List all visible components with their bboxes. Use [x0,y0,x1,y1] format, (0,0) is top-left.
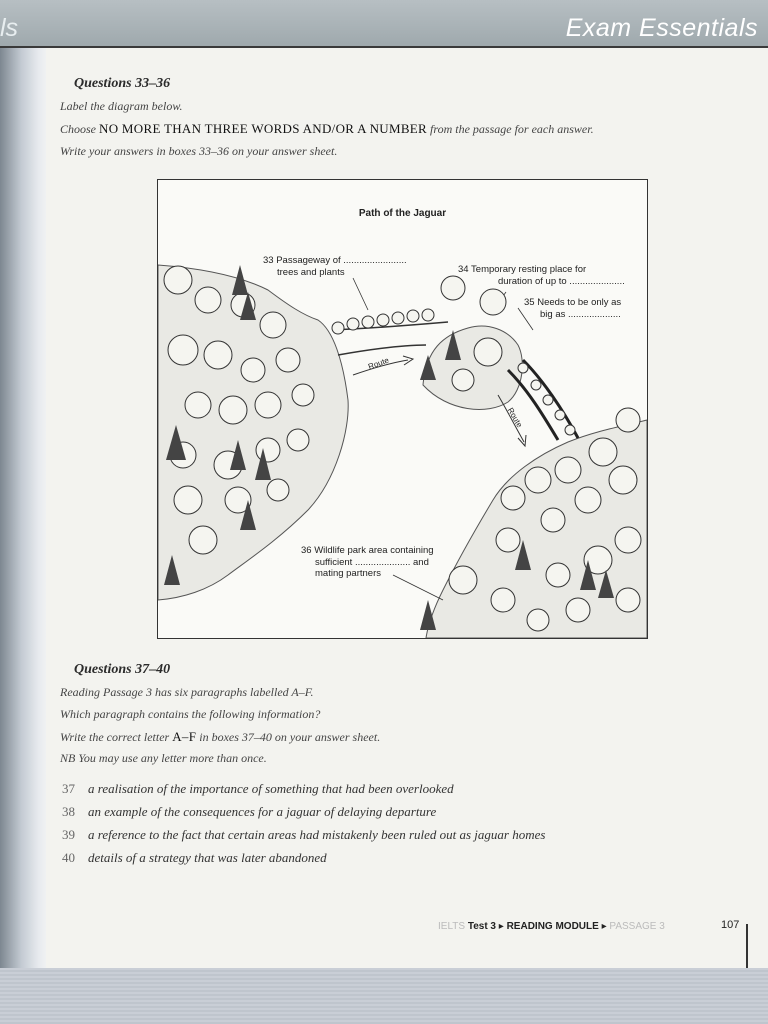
question-text: a reference to the fact that certain areas had mistakenly been ruled out as jaguar homes [88,827,546,842]
label-34-line-2: duration of up to ..................... [498,275,625,287]
question-item [62,781,454,797]
instruction-write-suffix: in boxes 37–40 on your answer sheet. [199,730,381,744]
questions-33-36-heading: Questions 33–36 [74,76,171,91]
label-35-line-2: big as .................... [540,308,621,320]
route-label-left: Route [367,355,391,372]
book-spine-shadow [0,0,48,1024]
instruction-choose: Choose [60,122,96,136]
label-34-line-1: 34 Temporary resting place for [458,264,587,275]
instruction-write-prefix: Write the correct letter [60,730,170,744]
label-35 [524,297,621,320]
questions-37-40-heading: Questions 37–40 [74,662,171,677]
label-33 [263,255,407,278]
footer-ielts: IELTS [438,921,466,932]
instruction-word-limit-strong: NO MORE THAN THREE WORDS AND/OR A NUMBER [99,121,428,136]
instruction-which-paragraph: Which paragraph contains the following information? [60,707,321,721]
instruction-write-letter [60,729,380,745]
footer-passage: PASSAGE 3 [609,921,665,932]
route-label-right: Route [505,406,525,430]
question-text: a realisation of the importance of something that had been overlooked [88,781,454,796]
label-33-line-1: 33 Passageway of ........................ [263,255,407,266]
footer-module: READING MODULE [506,921,599,932]
section-title: Exam Essentials [565,14,758,42]
question-number: 40 [62,850,75,865]
question-number: 38 [62,804,75,819]
question-text: details of a strategy that was later abandoned [88,850,327,865]
jaguar-path-diagram [157,179,648,639]
question-number: 37 [62,781,75,796]
question-item [62,827,545,843]
diagram-title: Path of the Jaguar [358,208,447,219]
label-36 [301,545,434,580]
page-edge-bar [746,924,748,970]
instruction-letter-range: A–F [172,729,197,744]
instruction-answer-boxes: Write your answers in boxes 33–36 on your answer sheet. [60,144,338,158]
question-item [62,804,436,820]
bottom-surface [0,968,768,1024]
instruction-from-passage: from the passage for each answer. [430,122,594,136]
header-band [0,0,768,46]
footer-test: Test 3 [467,921,496,932]
instruction-six-paragraphs: Reading Passage 3 has six paragraphs labelled A–F. [60,685,314,699]
question-text: an example of the consequences for a jaguar of delaying departure [88,804,437,819]
page-number: 107 [721,919,740,931]
label-36-line-3: mating partners [315,568,382,579]
question-number: 39 [62,827,75,842]
label-36-line-2: sufficient ..................... and [315,556,429,568]
instruction-label-diagram: Label the diagram below. [60,99,183,113]
label-35-line-1: 35 Needs to be only as [524,297,622,308]
label-34 [458,264,625,287]
instruction-word-limit [60,121,594,137]
label-33-line-2: trees and plants [277,266,345,278]
page-footer: IELTS Test 3 ▸ READING MODULE ▸ PASSAGE 3 [438,921,665,932]
header-left-fragment: ls [0,14,19,42]
label-36-line-1: 36 Wildlife park area containing [301,545,434,556]
instruction-nb: NB You may use any letter more than once. [60,751,267,765]
question-item [62,850,327,866]
